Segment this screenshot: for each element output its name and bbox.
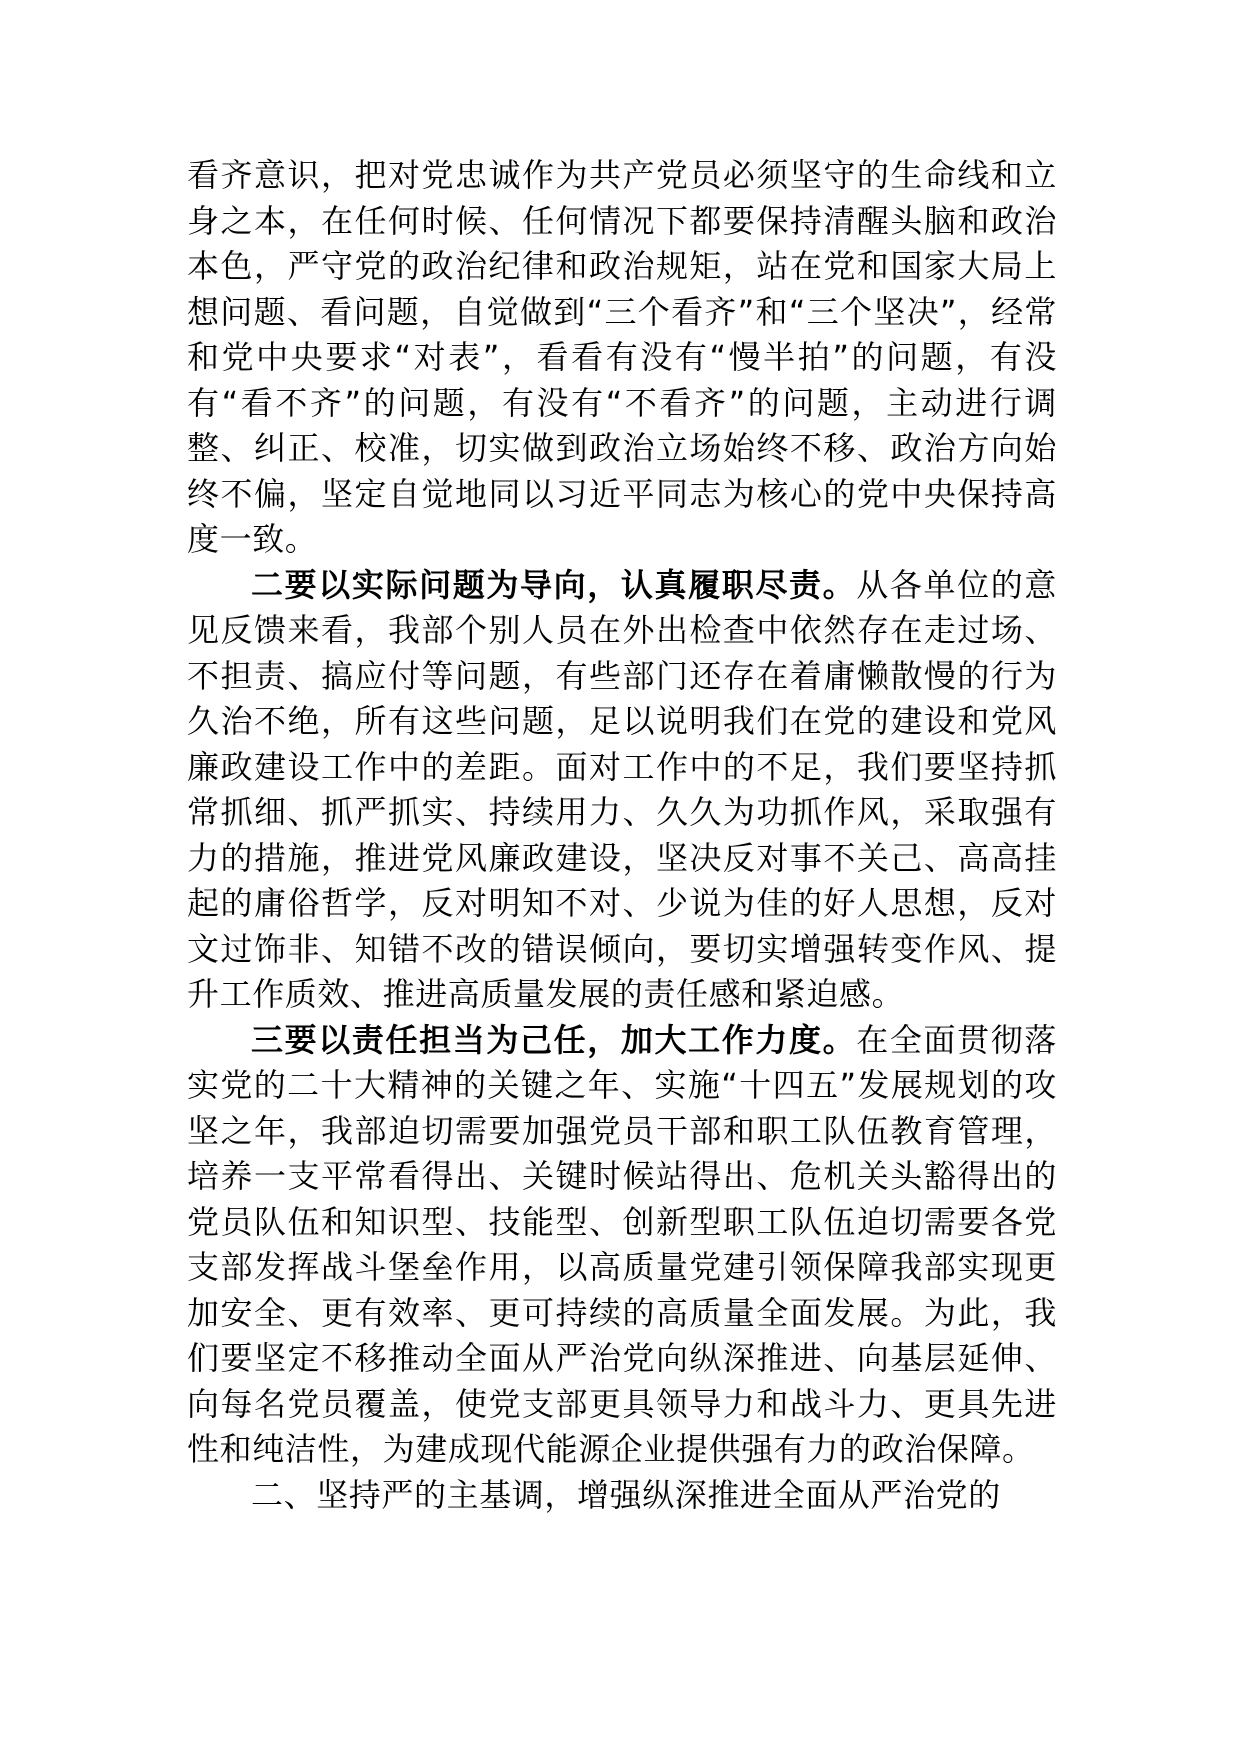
paragraph-text: 从各单位的意见反馈来看，我部个别人员在外出检查中依然存在走过场、不担责、搞应付等问题，有些部门还存在着庸懒散慢的行为久治不绝，所有这些问题，足以说明我们在党的建设和党风廉政建设工作中的差距。面对工作中的不足，我们要坚持抓常抓细、抓严抓实、持续用力、久久为功抓作风，采取强有力的措施，推进党风廉政建设，坚决反对事不关己、高高挂起的庸俗哲学，反对明知不对、少说为佳的好人思想，反对文过饰非、知错不改的错误倾向，要切实增强转变作风、提升工作质效、推进高质量发展的责任感和紧迫感。 [187,565,1057,1013]
paragraph-continued-loyalty [187,153,1057,563]
paragraph-text: 二、坚持严的主基调，增强纵深推进全面从严治党的 [251,1475,1001,1514]
paragraph-lead-heading: 二要以实际问题为导向，认真履职尽责。 [251,565,857,604]
document-body [187,153,1057,1518]
paragraph-text: 看齐意识，把对党忠诚作为共产党员必须坚守的生命线和立身之本，在任何时候、任何情况下都要保持清醒头脑和政治本色，严守党的政治纪律和政治规矩，站在党和国家大局上想问题、看问题，自觉做到“三个看齐”和“三个坚决”，经常和党中央要求“对表”，看看有没有“慢半拍”的问题，有没有“看不齐”的问题，有没有“不看齐”的问题，主动进行调整、纠正、校准，切实做到政治立场始终不移、政治方向始终不偏，坚定自觉地同以习近平同志为核心的党中央保持高度一致。 [187,156,1057,558]
paragraph-point-three [187,1018,1057,1473]
section-heading-two [187,1473,1057,1519]
paragraph-point-two [187,563,1057,1018]
paragraph-lead-heading: 三要以责任担当为己任，加大工作力度。 [251,1020,857,1059]
paragraph-text: 在全面贯彻落实党的二十大精神的关键之年、实施“十四五”发展规划的攻坚之年，我部迫切需要加强党员干部和职工队伍教育管理，培养一支平常看得出、关键时候站得出、危机关头豁得出的党员队伍和知识型、技能型、创新型职工队伍迫切需要各党支部发挥战斗堡垒作用，以高质量党建引领保障我部实现更加安全、更有效率、更可持续的高质量全面发展。为此，我们要坚定不移推动全面从严治党向纵深推进、向基层延伸、向每名党员覆盖，使党支部更具领导力和战斗力、更具先进性和纯洁性，为建成现代能源企业提供强有力的政治保障。 [187,1020,1057,1468]
